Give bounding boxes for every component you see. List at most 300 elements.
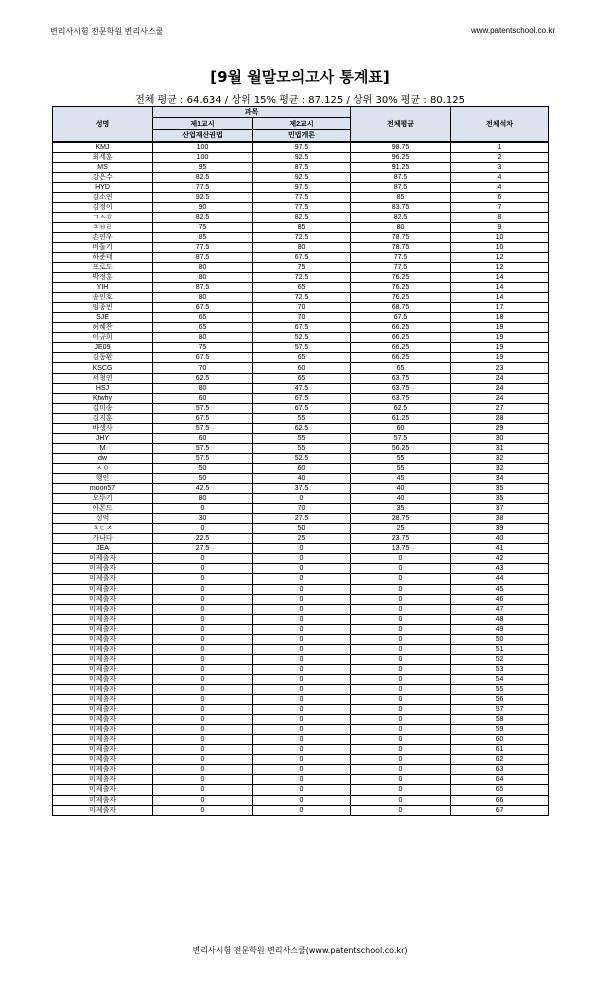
- cell-period1-score: 100: [153, 142, 253, 153]
- cell-average: 0: [351, 654, 451, 664]
- table-row: [53, 423, 549, 433]
- cell-rank: 24: [451, 373, 549, 383]
- cell-name: 미제출자: [53, 765, 153, 775]
- cell-period1-score: 0: [153, 684, 253, 694]
- table-row: [53, 162, 549, 172]
- cell-average: 0: [351, 564, 451, 574]
- cell-rank: 10: [451, 232, 549, 242]
- cell-period2-score: 0: [253, 554, 351, 564]
- cell-period1-score: 77.5: [153, 182, 253, 192]
- table-row: [53, 574, 549, 584]
- cell-rank: 47: [451, 604, 549, 614]
- table-row: [53, 252, 549, 262]
- cell-rank: 66: [451, 795, 549, 805]
- cell-name: 미제출자: [53, 664, 153, 674]
- cell-rank: 4: [451, 182, 549, 192]
- cell-period2-score: 82.5: [253, 212, 351, 222]
- cell-period2-score: 97.5: [253, 182, 351, 192]
- cell-period1-score: 30: [153, 514, 253, 524]
- cell-period2-score: 0: [253, 695, 351, 705]
- table-row: [53, 393, 549, 403]
- cell-average: 0: [351, 785, 451, 795]
- cell-period1-score: 0: [153, 695, 253, 705]
- cell-average: 0: [351, 684, 451, 694]
- cell-average: 66.25: [351, 353, 451, 363]
- cell-period1-score: 0: [153, 594, 253, 604]
- cell-period2-score: 55: [253, 413, 351, 423]
- cell-period2-score: 55: [253, 433, 351, 443]
- cell-rank: 1: [451, 142, 549, 153]
- table-row: [53, 474, 549, 484]
- cell-period1-score: 67.5: [153, 413, 253, 423]
- cell-period1-score: 0: [153, 554, 253, 564]
- cell-rank: 19: [451, 353, 549, 363]
- cell-name: 김미송: [53, 403, 153, 413]
- cell-name: 미제출자: [53, 654, 153, 664]
- cell-rank: 32: [451, 463, 549, 473]
- table-row: [53, 353, 549, 363]
- cell-rank: 31: [451, 443, 549, 453]
- cell-period1-score: 0: [153, 805, 253, 815]
- cell-period2-score: 72.5: [253, 273, 351, 283]
- cell-average: 13.75: [351, 544, 451, 554]
- cell-average: 35: [351, 504, 451, 514]
- cell-rank: 60: [451, 735, 549, 745]
- cell-period2-score: 0: [253, 805, 351, 815]
- cell-period1-score: 0: [153, 614, 253, 624]
- cell-average: 65: [351, 363, 451, 373]
- cell-period2-score: 0: [253, 745, 351, 755]
- cell-name: 행인: [53, 474, 153, 484]
- cell-name: 오뚜기: [53, 494, 153, 504]
- cell-period2-score: 70: [253, 303, 351, 313]
- cell-period1-score: 82.5: [153, 172, 253, 182]
- cell-name: 미제출자: [53, 674, 153, 684]
- cell-name: 미제출자: [53, 695, 153, 705]
- table-row: [53, 805, 549, 815]
- cell-average: 0: [351, 705, 451, 715]
- cell-rank: 35: [451, 494, 549, 504]
- cell-name: MS: [53, 162, 153, 172]
- cell-period2-score: 50: [253, 524, 351, 534]
- table-row: [53, 293, 549, 303]
- table-row: [53, 333, 549, 343]
- cell-period2-score: 77.5: [253, 192, 351, 202]
- cell-average: 77.5: [351, 263, 451, 273]
- cell-rank: 24: [451, 383, 549, 393]
- cell-average: 0: [351, 805, 451, 815]
- table-row: [53, 453, 549, 463]
- cell-average: 76.25: [351, 273, 451, 283]
- table-row: [53, 554, 549, 564]
- cell-name: JHY: [53, 433, 153, 443]
- cell-period1-score: 0: [153, 755, 253, 765]
- cell-average: 91.25: [351, 162, 451, 172]
- table-row: [53, 494, 549, 504]
- table-row: [53, 544, 549, 554]
- table-row: [53, 283, 549, 293]
- cell-rank: 32: [451, 453, 549, 463]
- table-row: [53, 212, 549, 222]
- cell-average: 66.25: [351, 323, 451, 333]
- cell-rank: 44: [451, 574, 549, 584]
- table-row: [53, 182, 549, 192]
- cell-rank: 43: [451, 564, 549, 574]
- table-row: [53, 795, 549, 805]
- table-row: [53, 323, 549, 333]
- cell-average: 68.75: [351, 303, 451, 313]
- cell-name: 이규희: [53, 333, 153, 343]
- cell-period1-score: 0: [153, 674, 253, 684]
- cell-name: ㅊㄷㅈ: [53, 524, 153, 534]
- cell-average: 0: [351, 765, 451, 775]
- cell-average: 0: [351, 664, 451, 674]
- cell-period2-score: 72.5: [253, 293, 351, 303]
- table-row: [53, 584, 549, 594]
- cell-period1-score: 77.5: [153, 242, 253, 252]
- cell-average: 96.25: [351, 152, 451, 162]
- cell-name: 서청연: [53, 373, 153, 383]
- cell-period1-score: 80: [153, 333, 253, 343]
- cell-period1-score: 80: [153, 494, 253, 504]
- table-row: [53, 373, 549, 383]
- footer-text: 변리사시험 전문학원 변리사스쿨(www.patentschool.co.kr): [192, 946, 408, 955]
- cell-rank: 67: [451, 805, 549, 815]
- cell-period2-score: 0: [253, 674, 351, 684]
- cell-period2-score: 0: [253, 654, 351, 664]
- cell-rank: 3: [451, 162, 549, 172]
- cell-period1-score: 0: [153, 735, 253, 745]
- cell-period1-score: 0: [153, 785, 253, 795]
- cell-name: 미제출자: [53, 775, 153, 785]
- cell-period1-score: 0: [153, 705, 253, 715]
- cell-rank: 24: [451, 393, 549, 403]
- cell-rank: 49: [451, 624, 549, 634]
- table-row: [53, 735, 549, 745]
- cell-period1-score: 0: [153, 775, 253, 785]
- header-academy-name: 변리사시험 전문학원 변리사스쿨: [50, 27, 164, 36]
- cell-period2-score: 60: [253, 363, 351, 373]
- col-header-industrial-property-law: 산업재산권법: [153, 130, 253, 142]
- cell-average: 0: [351, 574, 451, 584]
- cell-period1-score: 0: [153, 564, 253, 574]
- table-row: [53, 725, 549, 735]
- col-header-average: 전체평균: [351, 107, 451, 142]
- table-row: [53, 624, 549, 634]
- cell-average: 0: [351, 614, 451, 624]
- cell-rank: 9: [451, 222, 549, 232]
- cell-name: Ktwhy: [53, 393, 153, 403]
- cell-name: 미제출자: [53, 795, 153, 805]
- cell-name: 박정훈: [53, 273, 153, 283]
- cell-name: moon57: [53, 484, 153, 494]
- cell-name: 하준태: [53, 252, 153, 262]
- table-row: [53, 765, 549, 775]
- cell-average: 66.25: [351, 333, 451, 343]
- table-row: [53, 263, 549, 273]
- cell-name: 미제출자: [53, 705, 153, 715]
- cell-rank: 23: [451, 363, 549, 373]
- cell-rank: 19: [451, 343, 549, 353]
- table-row: [53, 433, 549, 443]
- cell-rank: 59: [451, 725, 549, 735]
- cell-rank: 37: [451, 504, 549, 514]
- cell-period2-score: 67.5: [253, 252, 351, 262]
- cell-period2-score: 67.5: [253, 323, 351, 333]
- cell-period2-score: 77.5: [253, 202, 351, 212]
- table-row: [53, 594, 549, 604]
- cell-rank: 28: [451, 413, 549, 423]
- table-row: [53, 463, 549, 473]
- table-row: [53, 745, 549, 755]
- cell-period1-score: 57.5: [153, 423, 253, 433]
- score-table-header: [53, 107, 549, 142]
- table-row: [53, 534, 549, 544]
- cell-average: 63.75: [351, 393, 451, 403]
- cell-name: HSJ: [53, 383, 153, 393]
- cell-period1-score: 75: [153, 222, 253, 232]
- cell-average: 78.75: [351, 232, 451, 242]
- cell-average: 57.5: [351, 433, 451, 443]
- cell-period1-score: 80: [153, 383, 253, 393]
- cell-rank: 42: [451, 554, 549, 564]
- cell-period2-score: 0: [253, 765, 351, 775]
- cell-period1-score: 0: [153, 634, 253, 644]
- cell-average: 0: [351, 604, 451, 614]
- cell-average: 78.75: [351, 242, 451, 252]
- cell-name: 미제출자: [53, 624, 153, 634]
- cell-name: KMJ: [53, 142, 153, 153]
- table-row: [53, 705, 549, 715]
- cell-period2-score: 0: [253, 634, 351, 644]
- cell-period1-score: 0: [153, 624, 253, 634]
- table-row: [53, 755, 549, 765]
- col-header-rank: 전체석차: [451, 107, 549, 142]
- cell-period2-score: 65: [253, 373, 351, 383]
- cell-period2-score: 0: [253, 594, 351, 604]
- cell-average: 87.5: [351, 182, 451, 192]
- cell-period1-score: 87.5: [153, 283, 253, 293]
- cell-name: 아몬드: [53, 504, 153, 514]
- cell-name: 미제출자: [53, 735, 153, 745]
- table-row: [53, 674, 549, 684]
- cell-name: 최세훈: [53, 152, 153, 162]
- cell-average: 23.75: [351, 534, 451, 544]
- cell-period1-score: 50: [153, 463, 253, 473]
- cell-average: 0: [351, 735, 451, 745]
- cell-period1-score: 0: [153, 745, 253, 755]
- cell-rank: 61: [451, 745, 549, 755]
- cell-rank: 19: [451, 323, 549, 333]
- cell-period2-score: 0: [253, 584, 351, 594]
- cell-name: dw: [53, 453, 153, 463]
- cell-period2-score: 0: [253, 785, 351, 795]
- cell-rank: 8: [451, 212, 549, 222]
- cell-period1-score: 100: [153, 152, 253, 162]
- table-row: [53, 192, 549, 202]
- cell-average: 63.75: [351, 383, 451, 393]
- cell-name: KSCG: [53, 363, 153, 373]
- col-header-period2: 제2교시: [253, 118, 351, 130]
- cell-name: 미제출자: [53, 594, 153, 604]
- cell-period2-score: 0: [253, 705, 351, 715]
- cell-average: 55: [351, 453, 451, 463]
- cell-average: 0: [351, 674, 451, 684]
- cell-period1-score: 0: [153, 715, 253, 725]
- cell-name: 프로도: [53, 263, 153, 273]
- cell-name: SJE: [53, 313, 153, 323]
- cell-average: 0: [351, 775, 451, 785]
- cell-period1-score: 85: [153, 232, 253, 242]
- cell-name: 미제출자: [53, 604, 153, 614]
- cell-average: 0: [351, 594, 451, 604]
- cell-period1-score: 62.5: [153, 373, 253, 383]
- cell-rank: 10: [451, 242, 549, 252]
- cell-period2-score: 70: [253, 504, 351, 514]
- cell-average: 56.25: [351, 443, 451, 453]
- cell-average: 0: [351, 745, 451, 755]
- cell-average: 0: [351, 755, 451, 765]
- cell-period2-score: 0: [253, 544, 351, 554]
- cell-period2-score: 75: [253, 263, 351, 273]
- cell-period1-score: 0: [153, 524, 253, 534]
- cell-period1-score: 90: [153, 202, 253, 212]
- cell-name: 김정이: [53, 202, 153, 212]
- cell-period2-score: 0: [253, 624, 351, 634]
- cell-rank: 51: [451, 644, 549, 654]
- cell-average: 85: [351, 192, 451, 202]
- cell-period2-score: 25: [253, 534, 351, 544]
- table-row: [53, 443, 549, 453]
- cell-period2-score: 0: [253, 684, 351, 694]
- cell-rank: 54: [451, 674, 549, 684]
- cell-period1-score: 75: [153, 343, 253, 353]
- cell-average: 0: [351, 725, 451, 735]
- cell-average: 76.25: [351, 293, 451, 303]
- cell-period2-score: 0: [253, 644, 351, 654]
- header-website: www.patentschool.co.kr: [470, 26, 555, 35]
- cell-name: 손연우: [53, 232, 153, 242]
- cell-rank: 63: [451, 765, 549, 775]
- cell-rank: 18: [451, 313, 549, 323]
- cell-period1-score: 50: [153, 474, 253, 484]
- cell-average: 55: [351, 463, 451, 473]
- cell-rank: 27: [451, 403, 549, 413]
- cell-name: M: [53, 443, 153, 453]
- cell-rank: 65: [451, 785, 549, 795]
- cell-period1-score: 80: [153, 263, 253, 273]
- cell-period1-score: 82.5: [153, 212, 253, 222]
- table-row: [53, 775, 549, 785]
- table-row: [53, 634, 549, 644]
- cell-period1-score: 57.5: [153, 443, 253, 453]
- table-row: [53, 202, 549, 212]
- cell-period1-score: 42.5: [153, 484, 253, 494]
- cell-rank: 38: [451, 514, 549, 524]
- cell-average: 0: [351, 695, 451, 705]
- cell-name: 김지훈: [53, 413, 153, 423]
- cell-period1-score: 0: [153, 664, 253, 674]
- cell-name: 허혜찬: [53, 323, 153, 333]
- table-row: [53, 664, 549, 674]
- table-row: [53, 363, 549, 373]
- cell-period2-score: 0: [253, 604, 351, 614]
- table-row: [53, 413, 549, 423]
- cell-rank: 56: [451, 695, 549, 705]
- table-row: [53, 564, 549, 574]
- cell-average: 45: [351, 474, 451, 484]
- cell-period1-score: 0: [153, 504, 253, 514]
- cell-name: YIH: [53, 283, 153, 293]
- cell-rank: 45: [451, 584, 549, 594]
- cell-rank: 55: [451, 684, 549, 694]
- cell-period1-score: 0: [153, 654, 253, 664]
- score-table-body: [53, 142, 549, 816]
- cell-period1-score: 57.5: [153, 403, 253, 413]
- table-row: [53, 695, 549, 705]
- cell-rank: 48: [451, 614, 549, 624]
- cell-name: HYD: [53, 182, 153, 192]
- cell-period2-score: 0: [253, 735, 351, 745]
- cell-period2-score: 65: [253, 283, 351, 293]
- cell-average: 67.5: [351, 313, 451, 323]
- cell-period2-score: 0: [253, 795, 351, 805]
- table-row: [53, 232, 549, 242]
- cell-period2-score: 57.5: [253, 343, 351, 353]
- cell-rank: 34: [451, 474, 549, 484]
- table-row: [53, 614, 549, 624]
- cell-name: 임종빈: [53, 303, 153, 313]
- cell-average: 0: [351, 584, 451, 594]
- cell-name: 미제출자: [53, 715, 153, 725]
- cell-period2-score: 0: [253, 574, 351, 584]
- cell-period2-score: 0: [253, 494, 351, 504]
- col-header-period1: 제1교시: [153, 118, 253, 130]
- cell-period1-score: 92.5: [153, 192, 253, 202]
- cell-period1-score: 95: [153, 162, 253, 172]
- cell-name: 미제출자: [53, 614, 153, 624]
- cell-name: ㄱㅅㅎ: [53, 212, 153, 222]
- cell-period1-score: 0: [153, 574, 253, 584]
- table-row: [53, 343, 549, 353]
- cell-period2-score: 55: [253, 443, 351, 453]
- cell-period1-score: 0: [153, 584, 253, 594]
- cell-average: 80: [351, 222, 451, 232]
- cell-period1-score: 0: [153, 765, 253, 775]
- cell-period2-score: 67.5: [253, 403, 351, 413]
- cell-period2-score: 52.5: [253, 453, 351, 463]
- cell-average: 40: [351, 484, 451, 494]
- cell-name: JEA: [53, 544, 153, 554]
- cell-rank: 52: [451, 654, 549, 664]
- cell-rank: 7: [451, 202, 549, 212]
- cell-rank: 35: [451, 484, 549, 494]
- cell-period2-score: 67.5: [253, 393, 351, 403]
- cell-period1-score: 27.5: [153, 544, 253, 554]
- table-row: [53, 514, 549, 524]
- cell-average: 66.25: [351, 343, 451, 353]
- cell-average: 62.5: [351, 403, 451, 413]
- cell-period1-score: 0: [153, 725, 253, 735]
- cell-name: 미제출자: [53, 554, 153, 564]
- cell-rank: 46: [451, 594, 549, 604]
- cell-name: 미제출자: [53, 644, 153, 654]
- cell-period1-score: 67.5: [153, 353, 253, 363]
- cell-rank: 53: [451, 664, 549, 674]
- cell-name: 미제출자: [53, 684, 153, 694]
- cell-period2-score: 40: [253, 474, 351, 484]
- cell-average: 76.25: [351, 283, 451, 293]
